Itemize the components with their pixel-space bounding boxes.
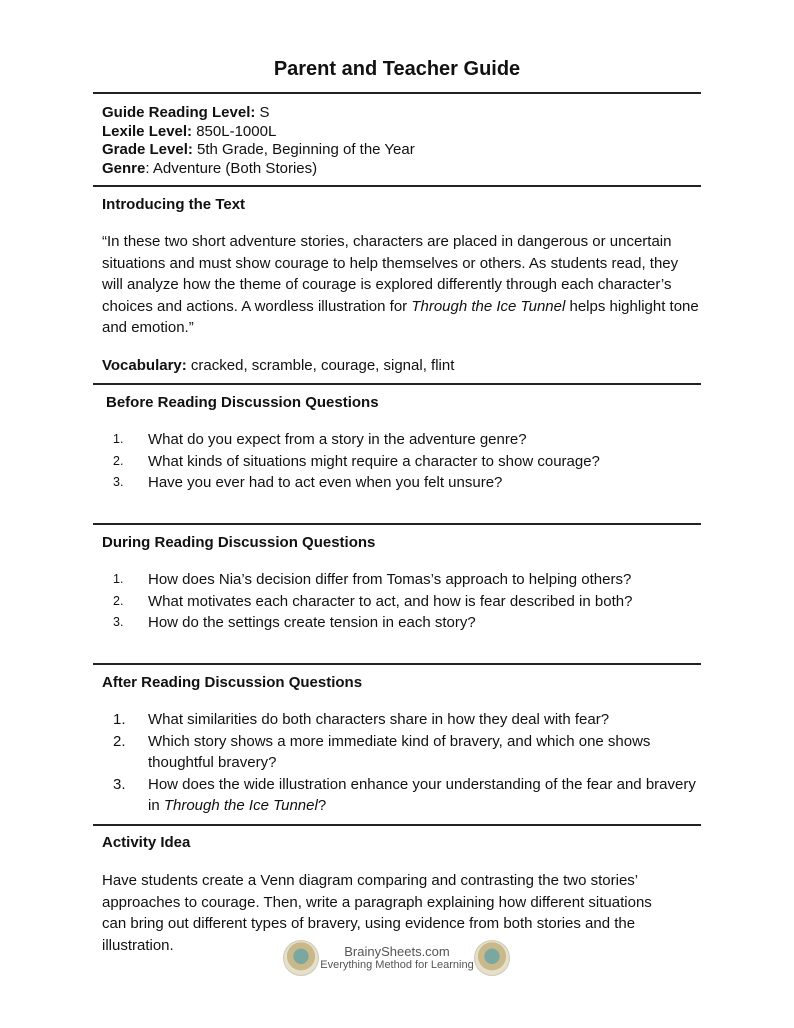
activity-heading: Activity Idea	[102, 834, 191, 851]
before-reading-questions	[102, 429, 708, 494]
divider	[93, 824, 701, 826]
divider	[93, 523, 701, 525]
after-reading-questions	[102, 709, 708, 817]
meta-lexile-level: Lexile Level: 850L-1000L	[102, 122, 277, 140]
intro-heading: Introducing the Text	[102, 196, 246, 213]
activity-paragraph: Have students create a Venn diagram comparing and contrasting the two stories’ approaches to courage. Then, write a paragraph explaining how different situations can bring out different types of bravery, using evidence from both stories and the illustration.	[102, 872, 652, 954]
footer-site: BrainySheets.com	[344, 944, 450, 959]
list-item: 3. How does the wide illustration enhance your understanding of the fear and bravery in Through the Ice Tunnel?	[113, 775, 696, 814]
list-item: 1. What do you expect from a story in the adventure genre?	[113, 431, 527, 448]
list-item: 2. What motivates each character to act, and how is fear described in both?	[113, 592, 633, 610]
list-item: 3. How do the settings create tension in each story?	[113, 614, 476, 631]
footer	[0, 944, 794, 972]
divider	[93, 185, 701, 187]
after-reading-heading: After Reading Discussion Questions	[102, 674, 363, 691]
list-item: 2. What kinds of situations might require a character to show courage?	[113, 452, 600, 470]
during-reading-questions	[102, 569, 708, 634]
meta-genre: Genre: Adventure (Both Stories)	[102, 159, 318, 177]
before-reading-heading: Before Reading Discussion Questions	[106, 394, 379, 411]
divider	[93, 383, 701, 385]
divider	[93, 663, 701, 665]
list-item: 2. Which story shows a more immediate kind of bravery, and which one shows thoughtful bravery?	[113, 732, 651, 771]
footer-tagline: Everything Method for Learning	[320, 959, 474, 971]
page-title: Parent and Teacher Guide	[273, 58, 521, 80]
reading-level-info	[102, 104, 415, 178]
intro-paragraph: “In these two short adventure stories, characters are placed in dangerous or uncertain situations and must show courage to help themselves or others. As students read, they will analyze how the theme of courage is explored differently through each character’s choices and actions. A wordless illustration for Through the Ice Tunnel helps highlight tone and emotion.”	[102, 233, 699, 336]
vocabulary: Vocabulary: cracked, scramble, courage, signal, flint	[102, 357, 455, 374]
list-item: 1. What similarities do both characters share in how they deal with fear?	[113, 711, 610, 728]
divider	[93, 92, 701, 94]
during-reading-heading: During Reading Discussion Questions	[102, 534, 376, 551]
meta-guide-level: Guide Reading Level: S	[102, 104, 270, 121]
list-item: 3. Have you ever had to act even when you felt unsure?	[113, 474, 503, 491]
meta-grade-level: Grade Level: 5th Grade, Beginning of the Year	[102, 141, 415, 158]
list-item: 1. How does Nia’s decision differ from Tomas’s approach to helping others?	[113, 571, 632, 588]
